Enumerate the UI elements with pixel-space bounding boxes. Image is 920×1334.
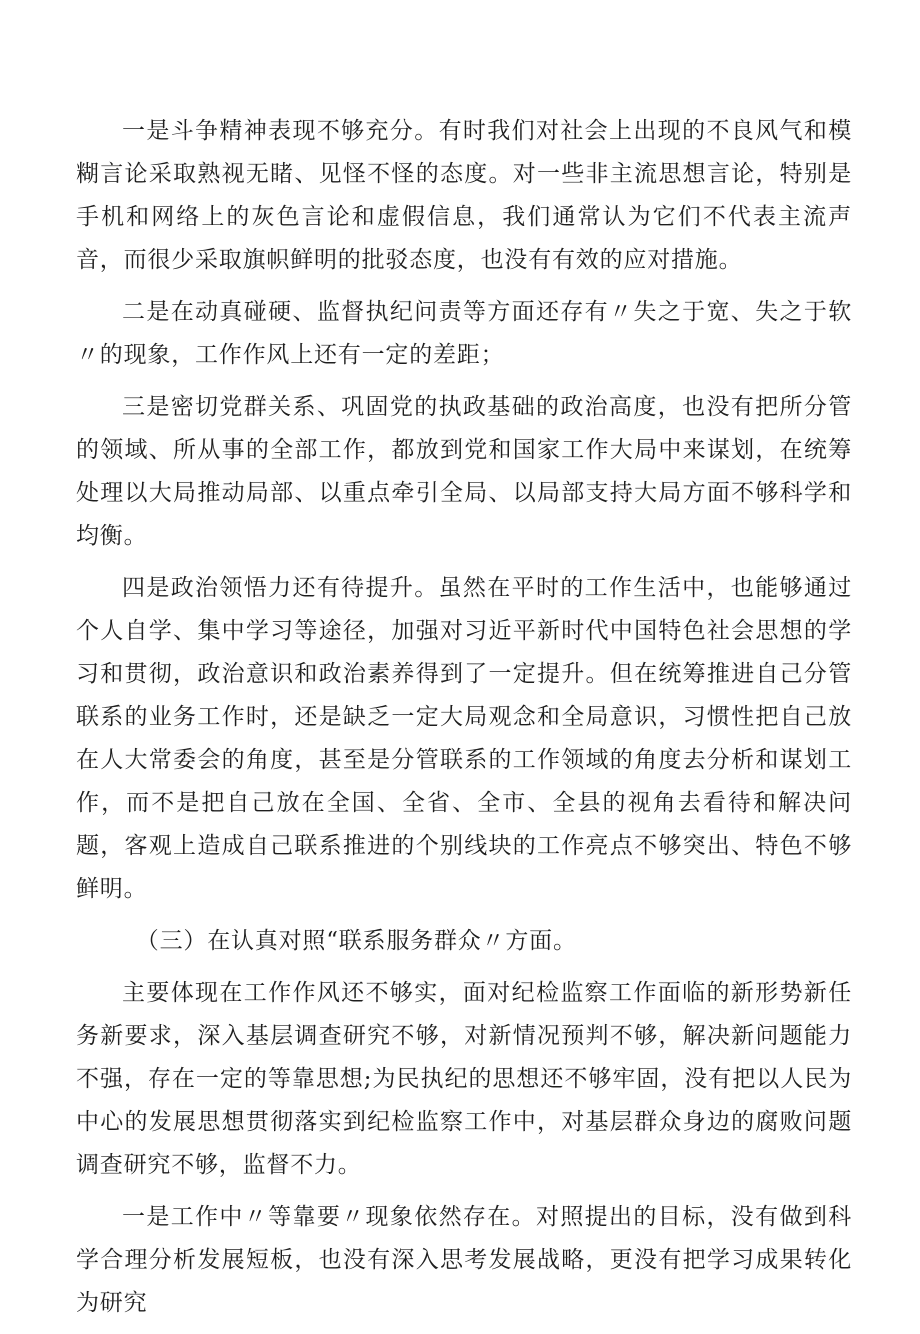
- paragraph-work-style: 主要体现在工作作风还不够实，面对纪检监察工作面临的新形势新任务新要求，深入基层调查研究不够，对新情况预判不够，解决新问题能力不强，存在一定的等靠思想;为民执纪的思想还不够牢固，没有把以人民为中心的发展思想贯彻落实到纪检监察工作中，对基层群众身边的腐败问题调查研究不够，监督不力。: [76, 980, 852, 1178]
- paragraph-political-insight: 四是政治领悟力还有待提升。虽然在平时的工作生活中，也能够通过个人自学、集中学习等途径，加强对习近平新时代中国特色社会思想的学习和贯彻，政治意识和政治素养得到了一定提升。但在统筹推进自己分管联系的业务工作时，还是缺乏一定大局观念和全局意识，习惯性把自己放在人大常委会的角度，甚至是分管联系的工作领域的角度去分析和谋划工作，而不是把自己放在全国、全省、全市、全县的视角去看待和解决问题，客观上造成自己联系推进的个别线块的工作亮点不够突出、特色不够鲜明。: [76, 575, 852, 902]
- section-heading-serve-masses: （三）在认真对照“联系服务群众〃方面。: [135, 928, 577, 954]
- paragraph-party-mass-relations: 三是密切党群关系、巩固党的执政基础的政治高度，也没有把所分管的领域、所从事的全部工作，都放到党和国家工作大局中来谋划，在统筹处理以大局推动局部、以重点牵引全局、以局部支持大局方面不够科学和均衡。: [76, 394, 852, 549]
- paragraph-discipline-accountability: 二是在动真碰硬、监督执纪问责等方面还存有〃失之于宽、失之于软〃的现象，工作作风上还有一定的差距；: [76, 299, 852, 368]
- document-body: [76, 110, 852, 1334]
- paragraph-struggle-spirit: 一是斗争精神表现不够充分。有时我们对社会上出现的不良风气和模糊言论采取熟视无睹、见怪不怪的态度。对一些非主流思想言论，特别是手机和网络上的灰色言论和虚假信息，我们通常认为它们不代表主流声音，而很少采取旗帜鲜明的批驳态度，也没有有效的应对措施。: [76, 118, 852, 273]
- paragraph-waiting-dependence: 一是工作中〃等靠要〃现象依然存在。对照提出的目标，没有做到科学合理分析发展短板，也没有深入思考发展战略，更没有把学习成果转化为研究: [76, 1204, 852, 1316]
